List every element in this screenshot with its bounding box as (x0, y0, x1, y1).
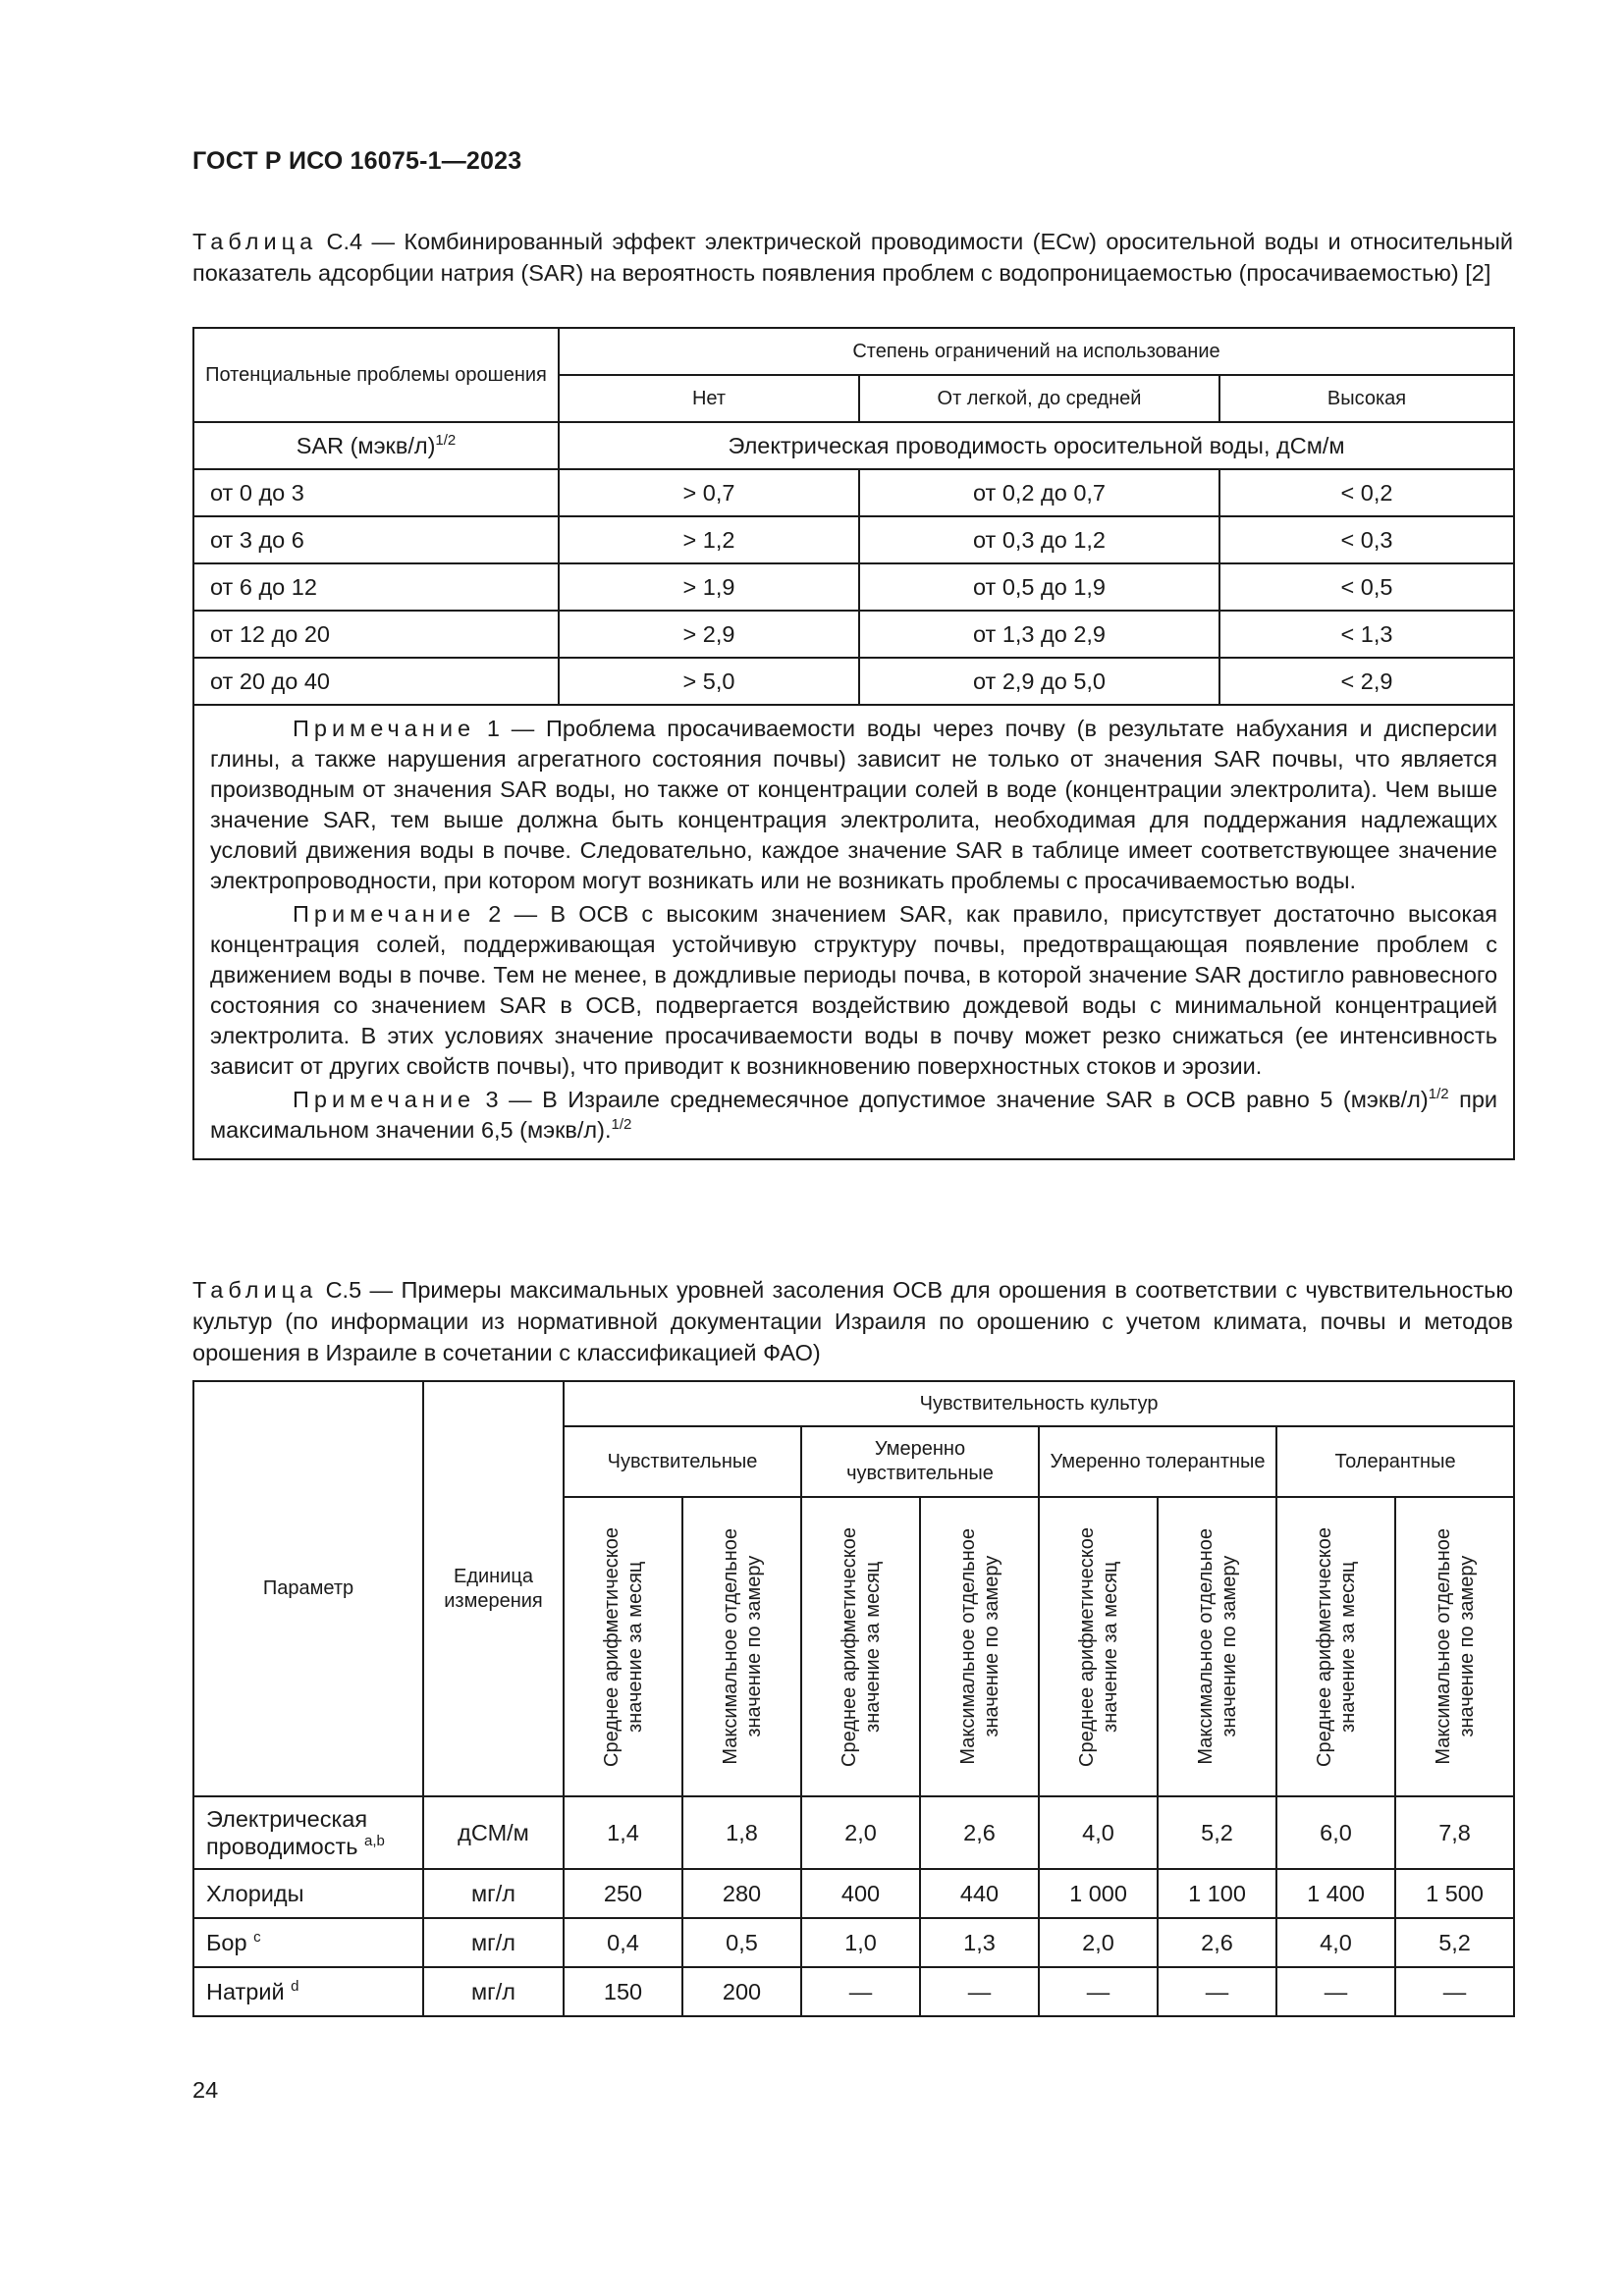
t4-note-2 (210, 899, 1497, 1082)
t5-group-sensitive: Чувствительные (564, 1426, 801, 1497)
sub-header-line: значение за месяц (861, 1561, 884, 1733)
t5-value: 1,0 (801, 1918, 920, 1967)
t5-value: 4,0 (1276, 1918, 1395, 1967)
t5-value: 2,6 (920, 1796, 1039, 1869)
param-text: Хлориды (206, 1881, 304, 1906)
t5-group-mod-sensitive: Умеренно чувствительные (801, 1426, 1039, 1497)
t5-sub-max (1158, 1497, 1276, 1796)
param-text: Электрическая проводимость (206, 1806, 368, 1859)
table-row (193, 1869, 1514, 1918)
t5-value: 1 100 (1158, 1869, 1276, 1918)
t5-param (193, 1869, 423, 1918)
sub-header-line: значение по замеру (1455, 1556, 1478, 1737)
t5-sub-max (682, 1497, 801, 1796)
sub-header-line: Среднее арифметическое (1075, 1526, 1098, 1767)
note-sup: 1/2 (1428, 1086, 1449, 1102)
t5-param (193, 1918, 423, 1967)
note-text: 3 — В Израиле среднемесячное допустимое значение SAR в ОСВ равно 5 (мэкв/л) (475, 1087, 1429, 1112)
table-row (193, 1796, 1514, 1869)
t5-value: 400 (801, 1869, 920, 1918)
sub-header-line: значение по замеру (1218, 1556, 1240, 1737)
t4-note-3 (210, 1085, 1497, 1146)
t5-value: 250 (564, 1869, 682, 1918)
t5-value: 2,0 (1039, 1918, 1158, 1967)
sub-header-line: Среднее арифметическое (600, 1526, 623, 1767)
t5-value: 0,4 (564, 1918, 682, 1967)
sub-header-line: Максимальное отдельное (1194, 1528, 1217, 1765)
t5-value: 5,2 (1158, 1796, 1276, 1869)
document-header: ГОСТ Р ИСО 16075-1—2023 (192, 147, 522, 175)
t5-value: 4,0 (1039, 1796, 1158, 1869)
t5-value: 1 000 (1039, 1869, 1158, 1918)
t5-value: 1 500 (1395, 1869, 1514, 1918)
t5-value: 0,5 (682, 1918, 801, 1967)
note-text: 1 — Проблема просачиваемости воды через почву (в результате набухания и дисперсии глины, а также нарушения агрегатного состояния почвы) зависит не только от значения SAR почвы, что является производным от значения SAR воды, но также от концентрации солей в воде (концентрации электролита). Чем выше значение SAR, тем выше должна быть концентрация электролита, необходимая для поддержания надлежащих условий движения воды в почве. Следовательно, каждое значение SAR в таблице имеет соответствующее значение электропроводности, при котором могут возникать или не возникать проблемы с просачиваемостью воды. (210, 716, 1498, 893)
t5-value: 150 (564, 1967, 682, 2016)
t5-sub-mean (801, 1497, 920, 1796)
t5-sub-mean (1039, 1497, 1158, 1796)
table-c4-caption (192, 226, 1513, 289)
t4-none: > 0,7 (559, 469, 859, 516)
t4-none: > 1,9 (559, 563, 859, 611)
t5-value: — (920, 1967, 1039, 2016)
t5-param (193, 1967, 423, 2016)
note-sup: 1/2 (611, 1116, 632, 1133)
t5-sub-mean (1276, 1497, 1395, 1796)
t5-header-param: Параметр (193, 1381, 423, 1796)
note-label: Примечание (293, 716, 476, 741)
t4-light: от 1,3 до 2,9 (859, 611, 1219, 658)
t4-high: < 0,3 (1219, 516, 1514, 563)
t4-range: от 12 до 20 (193, 611, 559, 658)
t4-none: > 5,0 (559, 658, 859, 705)
sub-header-line: значение за месяц (1099, 1561, 1121, 1733)
t5-group-tolerant: Толерантные (1276, 1426, 1514, 1497)
table-c4-caption-label: Таблица (192, 229, 318, 254)
t5-value: 7,8 (1395, 1796, 1514, 1869)
note-text: 2 — В ОСВ с высоким значением SAR, как правило, присутствует достаточно высокая концентрация солей, поддерживающая устойчивую структуру почвы, предотвращающая появление проблем с движением воды в почве. Тем не менее, в дождливые периоды почва, в которой значение SAR достигло равновесного состояния со значением SAR в ОСВ, подвергается воздействию дождевой воды с минимальной концентрацией электролита. В этих условиях значение просачиваемости воды в почву может резко снижаться (ее интенсивность зависит от других свойств почвы), что приводит к возникновению поверхностных стоков и эрозии. (210, 901, 1498, 1079)
t4-range: от 20 до 40 (193, 658, 559, 705)
table-row (193, 563, 1514, 611)
t5-header-unit: Единица измерения (423, 1381, 564, 1796)
t4-header-light: От легкой, до средней (859, 375, 1219, 422)
note-text: при максимальном значении 6,5 (мэкв/л). (210, 1087, 1498, 1143)
t4-high: < 2,9 (1219, 658, 1514, 705)
t4-note-1 (210, 714, 1497, 896)
t5-value: 1,3 (920, 1918, 1039, 1967)
table-row (193, 611, 1514, 658)
t4-header-none: Нет (559, 375, 859, 422)
t5-value: 1,4 (564, 1796, 682, 1869)
param-text: Натрий (206, 1979, 285, 2004)
note-label: Примечание (293, 1087, 476, 1112)
t5-sub-mean (564, 1497, 682, 1796)
t5-value: — (801, 1967, 920, 2016)
table-row (193, 1918, 1514, 1967)
t5-value: 5,2 (1395, 1918, 1514, 1967)
t5-sub-max (920, 1497, 1039, 1796)
table-row (193, 658, 1514, 705)
sub-header-line: значение за месяц (623, 1561, 646, 1733)
t4-light: от 0,2 до 0,7 (859, 469, 1219, 516)
t4-range: от 0 до 3 (193, 469, 559, 516)
t4-sar-label (193, 422, 559, 469)
sub-header-line: Среднее арифметическое (838, 1526, 860, 1767)
table-row (193, 1967, 1514, 2016)
t4-range: от 3 до 6 (193, 516, 559, 563)
table-c4 (192, 327, 1515, 1160)
t4-header-degree: Степень ограничений на использование (559, 328, 1514, 375)
t4-high: < 0,2 (1219, 469, 1514, 516)
table-c5 (192, 1380, 1515, 2017)
sub-header-line: значение по замеру (980, 1556, 1002, 1737)
t4-none: > 2,9 (559, 611, 859, 658)
t5-value: 1 400 (1276, 1869, 1395, 1918)
param-text: Бор (206, 1930, 247, 1955)
table-row (193, 516, 1514, 563)
t5-unit: мг/л (423, 1869, 564, 1918)
t5-sub-max (1395, 1497, 1514, 1796)
t4-none: > 1,2 (559, 516, 859, 563)
sub-header-line: значение по замеру (742, 1556, 765, 1737)
param-sup: d (291, 1978, 299, 1995)
t5-value: 280 (682, 1869, 801, 1918)
sub-header-line: Максимальное отдельное (956, 1528, 979, 1765)
t4-sar-label-text: SAR (мэкв/л) (296, 432, 436, 458)
param-sup: c (253, 1929, 261, 1946)
t4-light: от 0,3 до 1,2 (859, 516, 1219, 563)
note-label: Примечание (293, 901, 476, 927)
t4-high: < 0,5 (1219, 563, 1514, 611)
t5-value: — (1276, 1967, 1395, 2016)
sub-header-line: значение за месяц (1336, 1561, 1359, 1733)
sub-header-line: Среднее арифметическое (1313, 1526, 1335, 1767)
t5-value: — (1395, 1967, 1514, 2016)
t5-value: 2,6 (1158, 1918, 1276, 1967)
t4-header-high: Высокая (1219, 375, 1514, 422)
t4-high: < 1,3 (1219, 611, 1514, 658)
t5-unit: мг/л (423, 1967, 564, 2016)
t5-value: 6,0 (1276, 1796, 1395, 1869)
t4-ec-label: Электрическая проводимость оросительной воды, дСм/м (559, 422, 1514, 469)
table-c5-caption-label: Таблица (192, 1277, 318, 1303)
page-number: 24 (192, 2077, 219, 2103)
t5-value: — (1039, 1967, 1158, 2016)
sub-header-line: Максимальное отдельное (1432, 1528, 1454, 1765)
t5-unit: дСМ/м (423, 1796, 564, 1869)
t4-light: от 0,5 до 1,9 (859, 563, 1219, 611)
table-row (193, 469, 1514, 516)
t4-range: от 6 до 12 (193, 563, 559, 611)
t5-header-sensitivity: Чувствительность культур (564, 1381, 1514, 1426)
t4-light: от 2,9 до 5,0 (859, 658, 1219, 705)
table-c5-caption-text: С.5 — Примеры максимальных уровней засоления ОСВ для орошения в соответствии с чувствительностью культур (по информации из нормативной документации Израиля по орошению с учетом климата, почвы и методов орошения в Израиле в сочетании с классификацией ФАО) (192, 1277, 1513, 1365)
table-c5-caption (192, 1274, 1513, 1368)
t5-param (193, 1796, 423, 1869)
t4-notes (193, 705, 1514, 1159)
t4-sar-sup: 1/2 (435, 431, 457, 449)
table-c4-caption-text: С.4 — Комбинированный эффект электрической проводимости (ECw) оросительной воды и относительный показатель адсорбции натрия (SAR) на вероятность появления проблем с водопроницаемостью (просачиваемостью) [2] (192, 229, 1513, 286)
t5-value: 440 (920, 1869, 1039, 1918)
t5-group-mod-tolerant: Умеренно толерантные (1039, 1426, 1276, 1497)
sub-header-line: Максимальное отдельное (719, 1528, 741, 1765)
t5-unit: мг/л (423, 1918, 564, 1967)
t4-header-potential: Потенциальные проблемы орошения (193, 328, 559, 422)
t5-value: 2,0 (801, 1796, 920, 1869)
param-sup: a,b (364, 1833, 385, 1849)
t5-value: 1,8 (682, 1796, 801, 1869)
t5-value: — (1158, 1967, 1276, 2016)
t5-value: 200 (682, 1967, 801, 2016)
